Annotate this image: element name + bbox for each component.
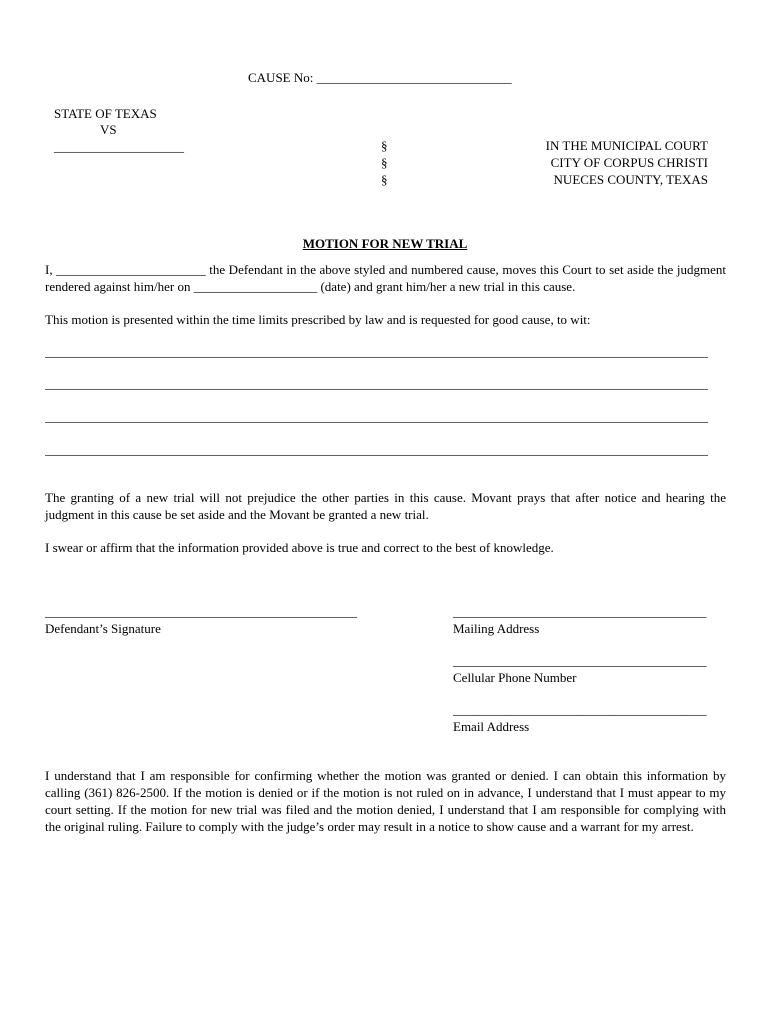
cause-number: CAUSE No: ______________________________ — [248, 70, 512, 85]
signature-label: Defendant’s Signature — [45, 621, 161, 636]
section-marks — [381, 137, 388, 188]
signature-line[interactable]: ________________________________________________ — [45, 604, 357, 619]
section-mark: § — [381, 172, 388, 187]
court-line: IN THE MUNICIPAL COURT — [545, 138, 708, 153]
reason-line-2[interactable]: ______________________________________________________________________________________________________ — [45, 376, 708, 391]
state-of-texas: STATE OF TEXAS — [54, 106, 157, 121]
versus: VS — [100, 122, 117, 137]
mailing-address-label: Mailing Address — [453, 621, 540, 636]
understand-paragraph: I understand that I am responsible for confirming whether the motion was granted or denied. I can obtain this information by calling (361) 826-2500. If the motion is denied or if the motion is not ruled on in advance, I understand that I must appear to my court setting. If the motion for new trial was filed and the motion denied, I understand that I am responsible for complying with the original ruling. Failure to comply with the judge’s order may result in a notice to show cause and a warrant for my arrest. — [45, 768, 726, 834]
phone-line[interactable]: _______________________________________ — [453, 653, 707, 668]
court-line: CITY OF CORPUS CHRISTI — [550, 155, 708, 170]
mailing-address-line[interactable]: _______________________________________ — [453, 604, 707, 619]
reason-line-1[interactable]: ______________________________________________________________________________________________________ — [45, 344, 708, 359]
granting-paragraph: The granting of a new trial will not prejudice the other parties in this cause. Movant prays that after notice and hearing the judgment in this cause be set aside and the Movant be granted a new trial. — [45, 490, 726, 522]
court-line: NUECES COUNTY, TEXAS — [553, 172, 708, 187]
swear-paragraph: I swear or affirm that the information provided above is true and correct to the best of knowledge. — [45, 540, 554, 555]
phone-label: Cellular Phone Number — [453, 670, 577, 685]
defendant-name-field[interactable]: ____________________ — [54, 139, 184, 154]
intro-paragraph: I, _______________________ the Defendant in the above styled and numbered cause, moves this Court to set aside the judgment rendered against him/her on ___________________ (date) and grant him/her a new trial in this cause. — [45, 262, 726, 294]
email-label: Email Address — [453, 719, 530, 734]
section-mark: § — [381, 155, 388, 170]
section-mark: § — [381, 138, 388, 153]
reason-line-3[interactable]: ______________________________________________________________________________________________________ — [45, 409, 708, 424]
email-line[interactable]: _______________________________________ — [453, 702, 707, 717]
reason-line-4[interactable]: ______________________________________________________________________________________________________ — [45, 442, 708, 457]
document-title: MOTION FOR NEW TRIAL — [302, 236, 468, 251]
court-block — [546, 137, 708, 188]
reason-intro-paragraph: This motion is presented within the time limits prescribed by law and is requested for good cause, to wit: — [45, 312, 591, 327]
